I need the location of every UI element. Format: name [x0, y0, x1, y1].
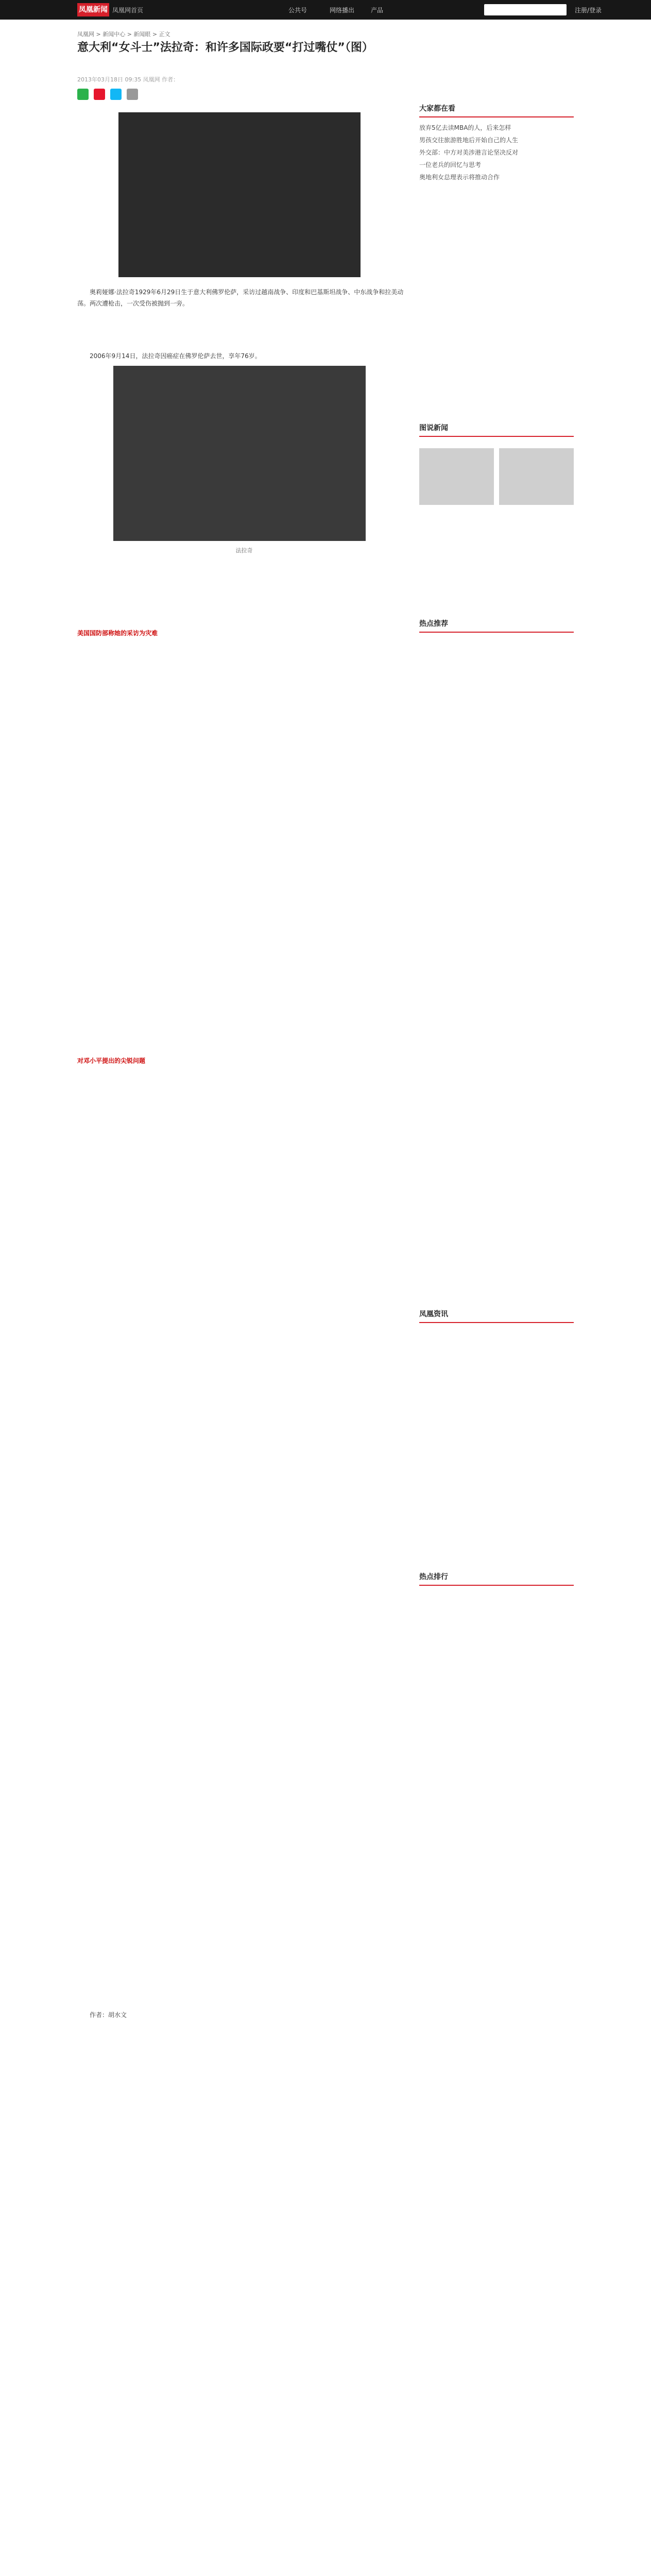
- nav-item-0[interactable]: 公共号: [288, 7, 307, 14]
- sidebar-item[interactable]: 奥地利女总理表示将推动合作: [419, 174, 500, 181]
- search-input[interactable]: [484, 4, 567, 15]
- sidebar-item[interactable]: 男孩交往旅游胜地后开始自己的人生: [419, 137, 519, 144]
- sidebar-popular: [419, 103, 574, 183]
- article-paragraph: 2006年9月14日，法拉奇因癌症在佛罗伦萨去世，享年76岁。: [90, 352, 261, 360]
- section-subhead: 对邓小平提出的尖锐问题: [77, 1057, 146, 1064]
- portrait-photo-2: [113, 366, 366, 541]
- nav-item-1[interactable]: 网络播出: [330, 7, 355, 14]
- sidebar-item[interactable]: 放弃5亿去读MBA的人，后来怎样: [419, 124, 511, 131]
- sidebar-hot: [419, 618, 574, 637]
- more-share-icon[interactable]: [127, 89, 138, 100]
- article-paragraph: 奥莉娅娜·法拉奇1929年6月29日生于意大利佛罗伦萨，采访过越南战争、印度和巴基斯坦战争、中东战争和拉美动荡。两次遭枪击，一次受伤被抛到一旁。: [77, 289, 404, 307]
- article-title: 意大利“女斗士”法拉奇：和许多国际政要“打过嘴仗”（图）: [77, 41, 373, 54]
- sidebar-title: 热点排行: [419, 1571, 574, 1586]
- sidebar-title: 图说新闻: [419, 422, 574, 437]
- nav-item-2[interactable]: 产品: [371, 7, 384, 14]
- sidebar-item[interactable]: 一位老兵的回忆与思考: [419, 161, 482, 168]
- home-link[interactable]: 凤凰网首页: [112, 7, 144, 14]
- section-subhead: 美国国防部称她的采访为灾难: [77, 630, 158, 637]
- breadcrumb: 凤凰网 > 新闻中心 > 新闻眼 > 正文: [77, 31, 170, 38]
- site-logo[interactable]: 凤凰新闻: [77, 3, 109, 16]
- share-bar: [77, 89, 141, 100]
- sidebar-item[interactable]: 外交部：中方对美涉港言论坚决反对: [419, 149, 519, 156]
- sidebar-thumb[interactable]: [419, 448, 494, 505]
- author-note: 作者：胡水文: [90, 2011, 127, 2019]
- qq-share-icon[interactable]: [110, 89, 122, 100]
- portrait-photo-1: [118, 112, 361, 277]
- article-meta: 2013年03月18日 09:35 凤凰网 作者：: [77, 76, 179, 83]
- sidebar-title: 大家都在看: [419, 103, 574, 117]
- sidebar-title: 热点推荐: [419, 618, 574, 633]
- top-navigation-bar: [0, 0, 651, 20]
- wechat-share-icon[interactable]: [77, 89, 89, 100]
- sidebar-thumb[interactable]: [499, 448, 574, 505]
- sidebar-news: [419, 1309, 574, 1327]
- sidebar-pictures: [419, 422, 574, 441]
- photo-caption: 法拉奇: [235, 547, 253, 554]
- sidebar-ranking: [419, 1571, 574, 1590]
- login-link[interactable]: 注册/登录: [575, 7, 602, 14]
- weibo-share-icon[interactable]: [94, 89, 105, 100]
- sidebar-title: 凤凰资讯: [419, 1309, 574, 1323]
